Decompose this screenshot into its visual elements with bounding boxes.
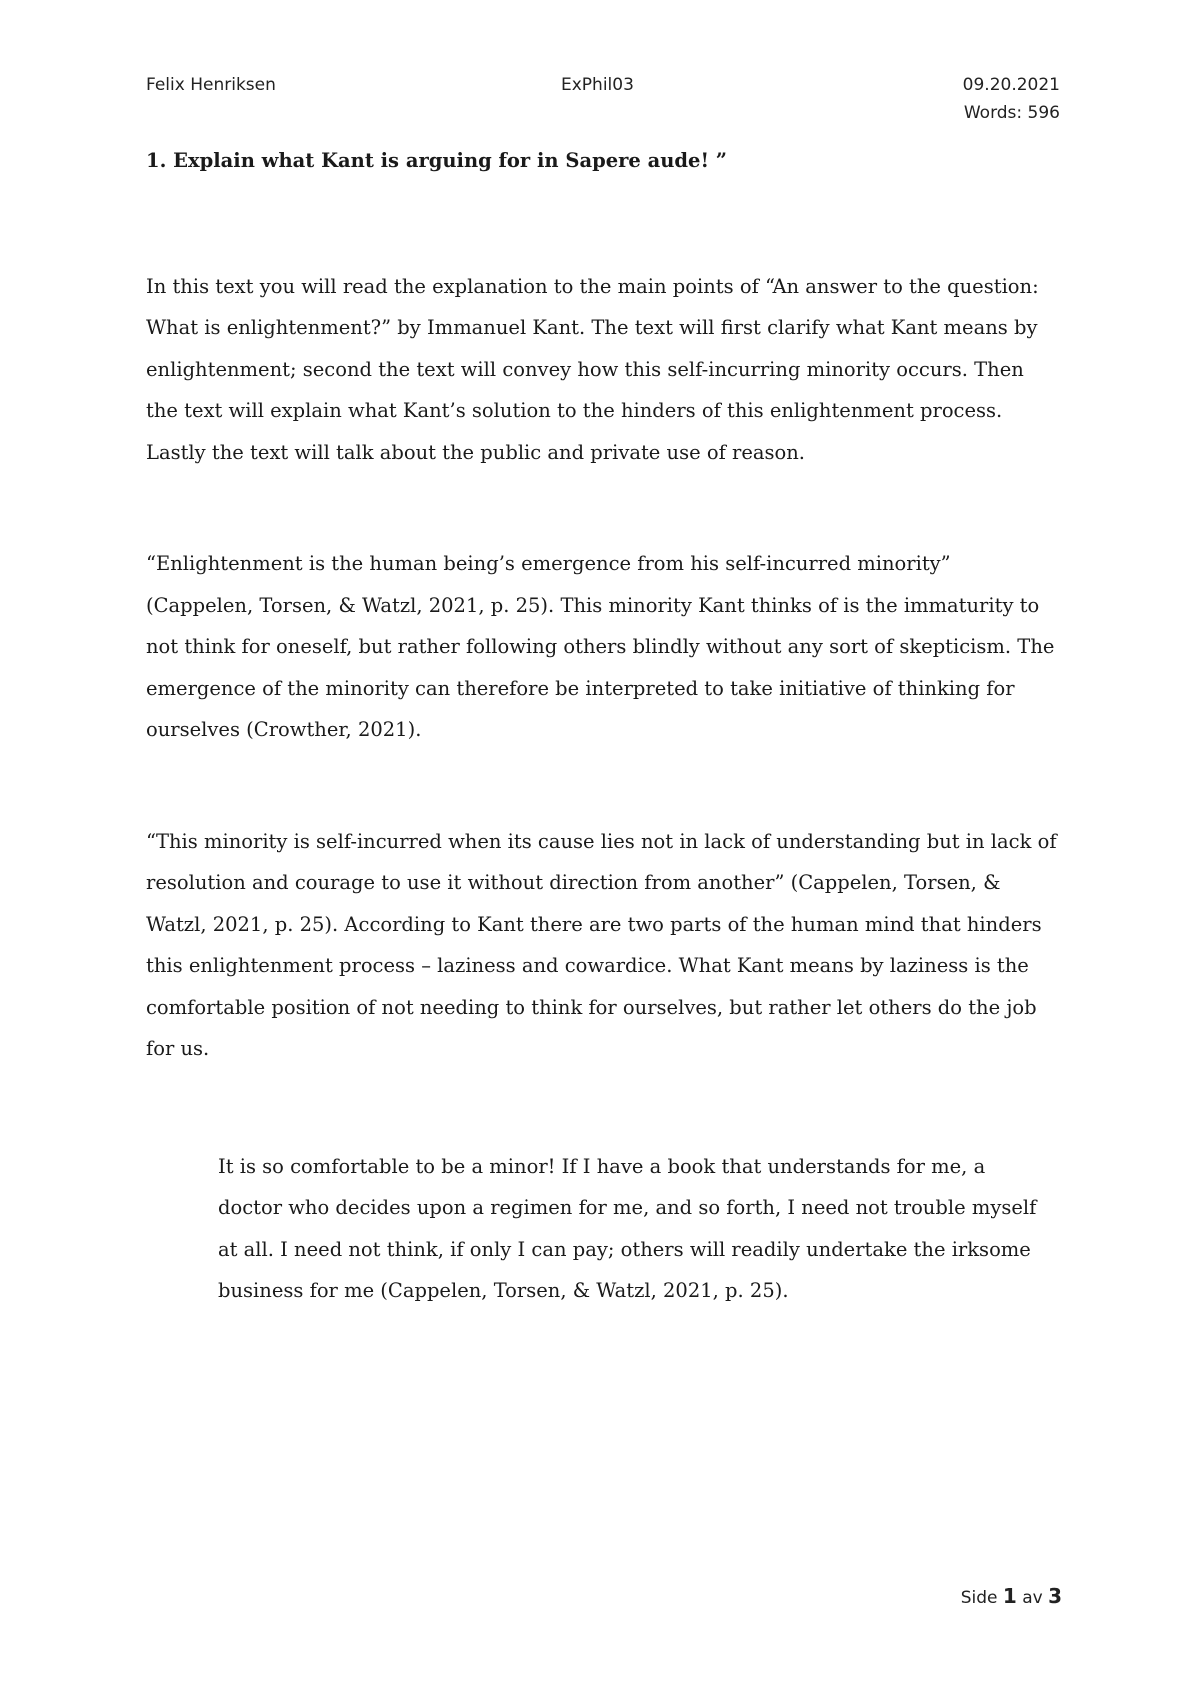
page-header [146, 75, 1060, 123]
header-author: Felix Henriksen [146, 75, 276, 95]
question-heading: 1. Explain what Kant is arguing for in Sapere aude! ” [146, 149, 728, 172]
document-body [146, 140, 1061, 1312]
paragraph-minority: “This minority is self-incurred when its cause lies not in lack of understanding but in lack of resolution and courage to use it without direction from another” (Cappelen, Torsen, & Watzl, 2021, p. 25). According to Kant there are two parts of the human mind that hinders this enlightenment process – laziness and cowardice. What Kant means by laziness is the comfortable position of not needing to think for ourselves, but rather let others do the job for us. [146, 829, 1057, 1060]
footer-side-label: Side [960, 1588, 998, 1608]
paragraph-enlightenment: “Enlightenment is the human being’s emergence from his self-incurred minority” (Cappelen, Torsen, & Watzl, 2021, p. 25). This minority Kant thinks of is the immaturity to not think for oneself, but rather following others blindly without any sort of skepticism. The emergence of the minority can therefore be interpreted to take initiative of thinking for ourselves (Crowther, 2021). [146, 552, 1055, 741]
footer-total-pages: 3 [1048, 1584, 1062, 1608]
header-word-count: Words: 596 [963, 103, 1060, 123]
header-date: 09.20.2021 [962, 75, 1060, 95]
footer-av-label: av [1022, 1588, 1043, 1608]
paragraph-intro: In this text you will read the explanation to the main points of “An answer to the question: What is enlightenment?” by Immanuel Kant. The text will first clarify what Kant means by enlightenment; second the text will convey how this self-incurring minority occurs. Then the text will explain what Kant’s solution to the hinders of this enlightenment process. Lastly the text will talk about the public and private use of reason. [146, 274, 1039, 464]
header-course: ExPhil03 [561, 75, 634, 95]
page-footer [961, 1584, 1062, 1608]
block-quote: It is so comfortable to be a minor! If I have a book that understands for me, a doctor who decides upon a regimen for me, and so forth, I need not trouble myself at all. I need not think, if only I can pay; others will readily undertake the irksome business for me (Cappelen, Torsen, & Watzl, 2021, p. 25). [218, 1154, 1037, 1302]
footer-current-page: 1 [1002, 1584, 1017, 1608]
header-row [146, 75, 1060, 123]
